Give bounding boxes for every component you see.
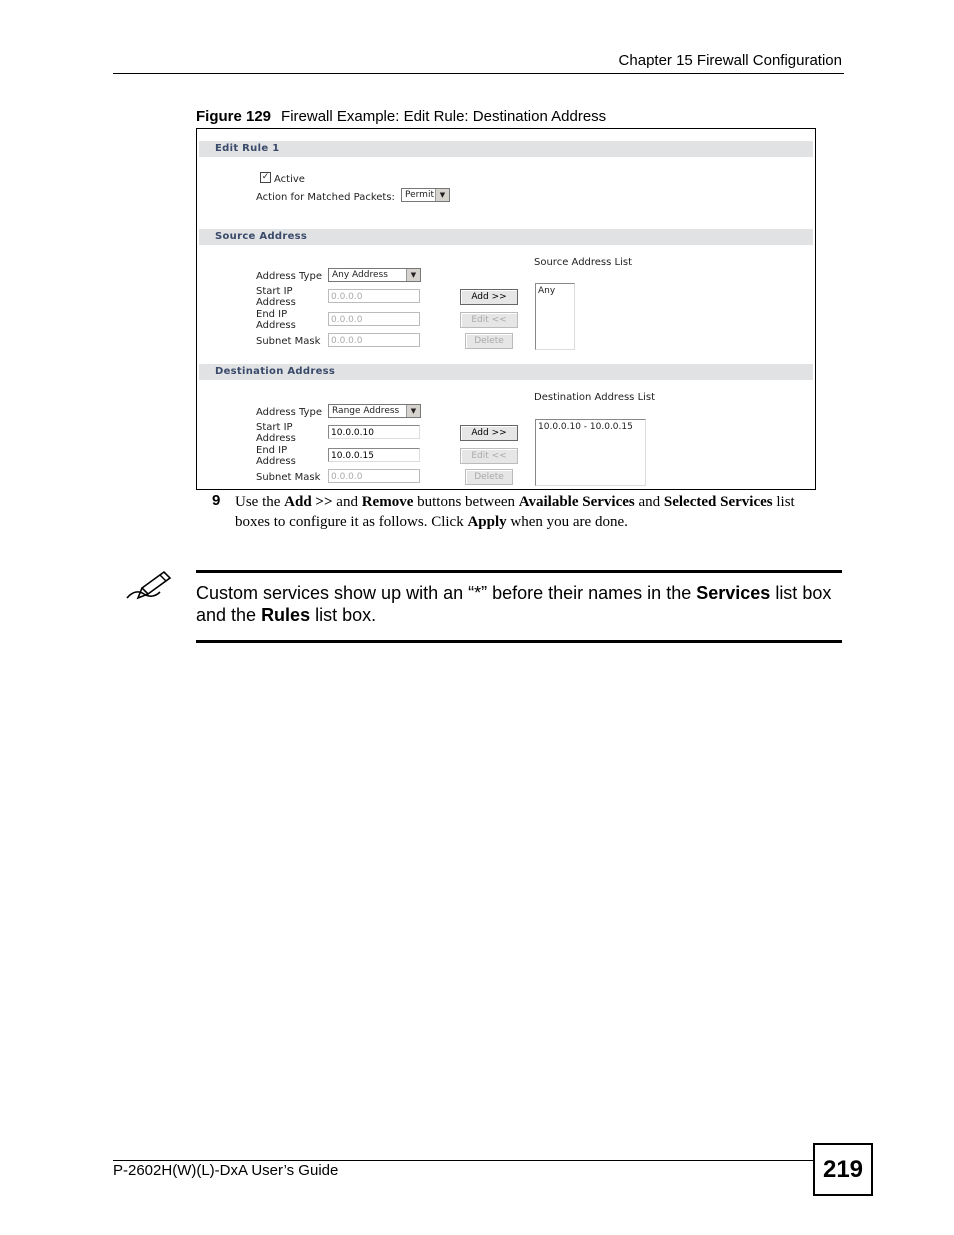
pencil-note-icon [124,568,174,604]
source-delete-button[interactable]: Delete [465,333,513,349]
chapter-header: Chapter 15 Firewall Configuration [618,52,842,69]
destination-address-header: Destination Address [199,364,813,380]
active-label: Active [274,174,305,185]
destination-address-type-select[interactable]: Range Address ▼ [328,404,421,418]
page-number: 219 [813,1143,873,1196]
source-add-button[interactable]: Add >> [460,289,518,305]
destination-edit-button[interactable]: Edit << [460,448,518,464]
source-address-header: Source Address [199,229,813,245]
source-end-ip-label: End IP Address [256,309,296,331]
destination-subnet-label: Subnet Mask [256,472,321,483]
destination-address-list[interactable] [535,419,646,486]
step-text: Use the Add >> and Remove buttons between Available Services and Selected Services list boxes to configure it as follows. Click Apply when you are done. [235,494,795,530]
header-rule [113,73,844,74]
list-item[interactable]: Any [538,286,556,296]
destination-start-ip-label: Start IP Address [256,422,296,444]
footer-rule [113,1160,814,1161]
source-address-type-label: Address Type [256,271,322,282]
destination-add-button[interactable]: Add >> [460,425,518,441]
source-address-list[interactable] [535,283,575,350]
destination-start-ip-input[interactable]: 10.0.0.10 [328,425,420,439]
note-top-rule [196,570,842,573]
source-subnet-label: Subnet Mask [256,336,321,347]
destination-list-title: Destination Address List [534,392,656,403]
note-text: Custom services show up with an “*” before their names in the Services list box and the Rules list box. [196,583,832,625]
note-bottom-rule [196,640,842,643]
source-start-ip-label: Start IP Address [256,286,296,308]
destination-end-ip-label: End IP Address [256,445,296,467]
chevron-down-icon: ▼ [406,269,420,281]
source-address-type-select[interactable]: Any Address ▼ [328,268,421,282]
source-end-ip-input[interactable]: 0.0.0.0 [328,312,420,326]
destination-subnet-input[interactable]: 0.0.0.0 [328,469,420,483]
destination-end-ip-input[interactable]: 10.0.0.15 [328,448,420,462]
source-edit-button[interactable]: Edit << [460,312,518,328]
active-checkbox[interactable]: ✓ [261,172,270,182]
step-number: 9 [212,492,221,509]
source-subnet-input[interactable]: 0.0.0.0 [328,333,420,347]
destination-delete-button[interactable]: Delete [465,469,513,485]
edit-rule-header: Edit Rule 1 [199,141,813,157]
firewall-edit-rule-screenshot [196,128,816,490]
footer-guide-title: P-2602H(W)(L)-DxA User’s Guide [113,1162,339,1179]
figure-label: Figure 129 [196,108,272,125]
list-item[interactable]: 10.0.0.10 - 10.0.0.15 [538,422,633,432]
source-start-ip-input[interactable]: 0.0.0.0 [328,289,420,303]
figure-caption [196,108,606,125]
source-list-title: Source Address List [534,257,633,268]
destination-address-type-label: Address Type [256,407,322,418]
chevron-down-icon: ▼ [435,189,449,201]
action-label: Action for Matched Packets: [256,192,395,203]
action-select[interactable]: Permit ▼ [401,188,450,202]
chevron-down-icon: ▼ [406,405,420,417]
figure-title: Firewall Example: Edit Rule: Destination Address [281,108,607,125]
